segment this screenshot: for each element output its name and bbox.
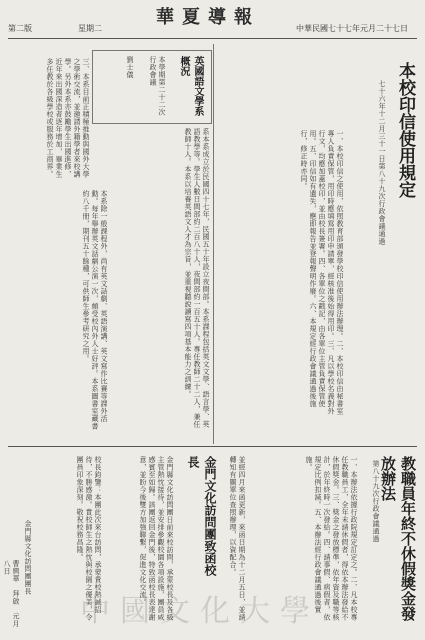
english-body-mid: 本系除一般課程外，尚有英文話劇、英語演講、英文寫作比賽等課外活動。每年舉辦英文話劇公演一次，頗受校內外人士好評。本系圖書室藏書約八千冊，期刊五十餘種，可供師生參考研究之用。 — [82, 190, 108, 430]
english-body-right: 三、本系目前正積極推動與國外大學之學術交流，並邀請外籍學者來校講學。另外本系亦鼓勵學生出國進修，近年來出國深造者逐年增加，畢業生多任教於各級學校或服務於工商界。 — [46, 58, 90, 178]
issue-date: 中華民國七十七年元月二十七日 — [296, 24, 408, 33]
section-rule — [8, 446, 417, 447]
english-body-left: 系本系成立於民國四十七年，民國五十年設立夜間部。本系課程包括英文文學、語言學、英語教學等。學生人數日間部約二百八十人，夜間部約一百五十人。專任教師二十二人，兼任教師十人。本系以培養英語文人才為宗旨，並重視聽說讀寫四項基本能力之訓練。 — [184, 128, 210, 428]
kinmen-body: 金門縣文化訪問團日前來校訪問，承蒙校長及各級主管熱忱接待，並安排參觀校園各項設施，團員咸感賓至如歸。該團返回金門後，特致函校長表達謝意，並盼今後雙方加強聯繫，促進文化交流。 — [139, 456, 174, 621]
seal-rules-subhead: 七十六年十二月三十一日第八十九次行政會議通過 — [378, 80, 386, 245]
header-row — [8, 24, 417, 38]
bonus-headline: 教職員年終不休假獎金發放辦法 — [379, 456, 417, 621]
letter-sign: 金門縣文化訪問團團長 — [24, 520, 32, 595]
notice-body: 並經四月來函更新，來函日期為十二月五日，並請轉知有關單位查照辦理，以資配合。 — [229, 456, 246, 621]
english-subhead: 本學期第二十二次行政會議 — [149, 56, 166, 116]
kinmen-headline: 金門文化訪問團致函校長 — [186, 456, 217, 576]
seal-rules-headline: 本校印信使用規定 — [395, 62, 415, 198]
header-rule — [8, 38, 417, 39]
column-divider — [213, 44, 214, 444]
seal-rules-body: 一、本校印信之使用，依照教育部頒發學校印信使用辦法辦理。二、本校印信由秘書室專人負責保管，用印時應填寫用印申請單，經核准後始得用印。三、凡以學校名義對外行文，均應加蓋校印，並由校長簽署。四、各單位之戳記，由各單位主管負責保管使用。五、印信如有遺失，應即報告並登報聲明作廢。六、本規定經行政會議通過後施行，修正時亦同。 — [300, 130, 344, 415]
letter-sign2: 曹興華 拜啟 元月八日 — [3, 560, 20, 628]
masthead: 華夏導報 — [156, 7, 260, 28]
english-headline: 英國語文學系概況 — [178, 56, 203, 116]
watermark: 中國文化大學 — [80, 594, 320, 629]
weekday: 星期二 — [78, 24, 102, 33]
bonus-body: 一、本辦法依據行政院規定訂定之。二、凡本校專任教職員工，全年未請休假者，得依本辦法發給不休假獎金。三、獎金之發放標準，依年資及職等核計，於年終時一次發給。四、請事假、病假者，依規定比例扣減。五、本辦法經行政會議通過後實施。 — [305, 456, 358, 621]
bonus-subhead: 第八十九次行政會議通過 — [372, 460, 380, 543]
page-label: 第二版 — [8, 24, 32, 33]
english-author: 劉士儀 — [126, 56, 134, 79]
letter-body: 校長鈞鑒：本團此次來台訪問，承蒙貴校熱誠招待，不勝感激。貴校師生之熱忱與校園之優美，令團員印象深刻。敬祝校務昌隆。 — [76, 456, 102, 621]
